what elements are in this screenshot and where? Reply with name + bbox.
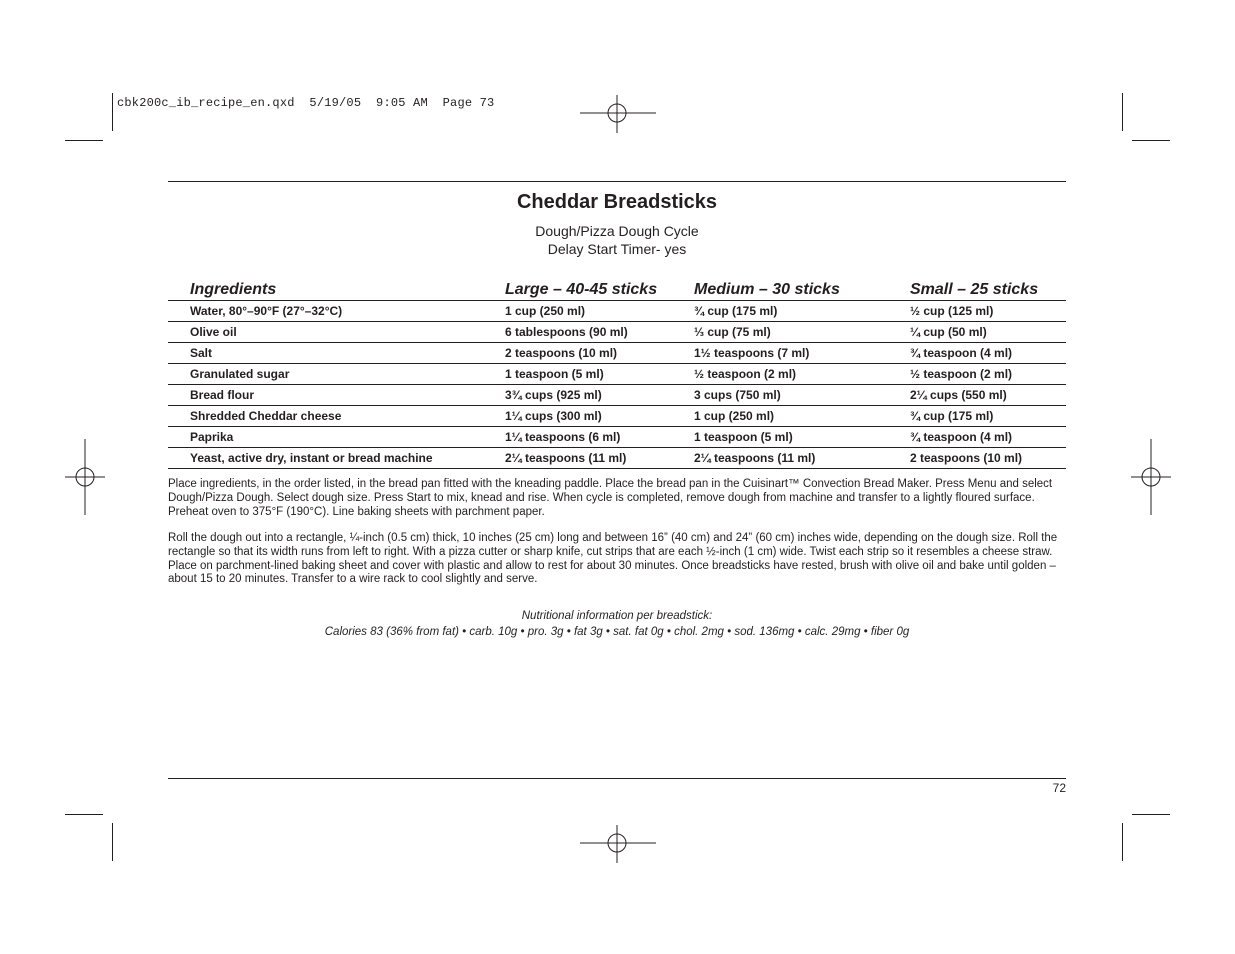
table-cell: Shredded Cheddar cheese bbox=[168, 406, 505, 427]
bottom-rule bbox=[168, 778, 1066, 779]
table-cell: Paprika bbox=[168, 427, 505, 448]
table-cell: 3 cups (750 ml) bbox=[694, 385, 910, 406]
table-cell: 2 teaspoons (10 ml) bbox=[505, 343, 694, 364]
column-header: Small – 25 sticks bbox=[910, 277, 1066, 301]
table-cell: ½ cup (125 ml) bbox=[910, 301, 1066, 322]
table-row bbox=[168, 301, 1066, 322]
table-cell: 1 cup (250 ml) bbox=[505, 301, 694, 322]
crop-mark-icon bbox=[65, 140, 103, 141]
recipe-title: Cheddar Breadsticks bbox=[516, 191, 718, 213]
table-cell: 1½ teaspoons (7 ml) bbox=[694, 343, 910, 364]
table-cell: ¾ cup (175 ml) bbox=[910, 406, 1066, 427]
table-row bbox=[168, 322, 1066, 343]
table-cell: ½ teaspoon (2 ml) bbox=[910, 364, 1066, 385]
table-header-row bbox=[168, 277, 1066, 301]
ingredients-table bbox=[168, 277, 1066, 469]
table-cell: Bread flour bbox=[168, 385, 505, 406]
table-cell: Salt bbox=[168, 343, 505, 364]
table-cell: ¼ cup (50 ml) bbox=[910, 322, 1066, 343]
instructions-paragraph: Place ingredients, in the order listed, in the bread pan fitted with the kneading paddle. Place the bread pan in the Cuisinart™ Convection Bread Maker. Press Menu and select Dough/Pizza Dough. Select dough size. Press Start to mix, knead and rise. When cycle is completed, remove dough from machine and transfer to a lightly floured surface. Preheat oven to 375°F (190°C). Line baking sheets with parchment paper. bbox=[168, 478, 1053, 518]
registration-mark-icon bbox=[580, 95, 656, 133]
nutrition-values: Calories 83 (36% from fat) • carb. 10g • pro. 3g • fat 3g • sat. fat 0g • chol. 2mg • sod. 136mg • calc. 29mg • fiber 0g bbox=[324, 626, 910, 638]
table-row bbox=[168, 385, 1066, 406]
registration-mark-icon bbox=[580, 825, 656, 863]
table-cell: Granulated sugar bbox=[168, 364, 505, 385]
table-cell: 1 cup (250 ml) bbox=[694, 406, 910, 427]
registration-mark-icon bbox=[1131, 439, 1171, 515]
table-cell: ⅓ cup (75 ml) bbox=[694, 322, 910, 343]
table-cell: 2 teaspoons (10 ml) bbox=[910, 448, 1066, 469]
crop-mark-icon bbox=[65, 814, 103, 815]
crop-mark-icon bbox=[112, 93, 113, 131]
table-cell: 1¼ cups (300 ml) bbox=[505, 406, 694, 427]
top-rule bbox=[168, 181, 1066, 182]
column-header: Ingredients bbox=[168, 277, 505, 301]
crop-mark-icon bbox=[1132, 814, 1170, 815]
table-cell: Yeast, active dry, instant or bread machine bbox=[168, 448, 505, 469]
table-cell: 1¼ teaspoons (6 ml) bbox=[505, 427, 694, 448]
table-row bbox=[168, 406, 1066, 427]
column-header: Medium – 30 sticks bbox=[694, 277, 910, 301]
crop-mark-icon bbox=[112, 823, 113, 861]
crop-mark-icon bbox=[1132, 140, 1170, 141]
column-header: Large – 40-45 sticks bbox=[505, 277, 694, 301]
table-cell: ¾ teaspoon (4 ml) bbox=[910, 343, 1066, 364]
slug-line: cbk200c_ib_recipe_en.qxd 5/19/05 9:05 AM Page 73 bbox=[117, 96, 495, 110]
crop-mark-icon bbox=[1122, 93, 1123, 131]
registration-mark-icon bbox=[65, 439, 105, 515]
instructions-paragraph: Roll the dough out into a rectangle, ¼-inch (0.5 cm) thick, 10 inches (25 cm) long and between 16” (40 cm) and 24” (60 cm) inches wide, depending on the dough size. Roll the rectangle so that its width runs from left to right. With a pizza cutter or sharp knife, cut strips that are each ½-inch (1 cm) wide. Twist each strip so it resembles a cheese straw. Place on parchment-lined baking sheet and cover with plastic and allow to rest for about 30 minutes. Once breadsticks have rested, brush with olive oil and bake until golden – about 15 to 20 minutes. Transfer to a wire rack to cool slightly and serve. bbox=[168, 532, 1058, 586]
cycle-label: Dough/Pizza Dough Cycle bbox=[535, 223, 699, 239]
table-cell: 2¼ teaspoons (11 ml) bbox=[694, 448, 910, 469]
table-cell: 6 tablespoons (90 ml) bbox=[505, 322, 694, 343]
table-cell: ½ teaspoon (2 ml) bbox=[694, 364, 910, 385]
delay-timer-label: Delay Start Timer- yes bbox=[547, 241, 687, 257]
table-cell: 1 teaspoon (5 ml) bbox=[694, 427, 910, 448]
table-cell: 2¼ teaspoons (11 ml) bbox=[505, 448, 694, 469]
page-number: 72 bbox=[1052, 781, 1066, 795]
table-cell: 1 teaspoon (5 ml) bbox=[505, 364, 694, 385]
table-cell: Olive oil bbox=[168, 322, 505, 343]
table-cell: ¾ cup (175 ml) bbox=[694, 301, 910, 322]
table-row bbox=[168, 343, 1066, 364]
table-row bbox=[168, 364, 1066, 385]
table-cell: 3¾ cups (925 ml) bbox=[505, 385, 694, 406]
crop-mark-icon bbox=[1122, 823, 1123, 861]
nutrition-heading: Nutritional information per breadstick: bbox=[521, 610, 713, 622]
table-cell: 2¼ cups (550 ml) bbox=[910, 385, 1066, 406]
table-cell: ¾ teaspoon (4 ml) bbox=[910, 427, 1066, 448]
table-row bbox=[168, 448, 1066, 469]
table-cell: Water, 80°–90°F (27°–32°C) bbox=[168, 301, 505, 322]
table-row bbox=[168, 427, 1066, 448]
